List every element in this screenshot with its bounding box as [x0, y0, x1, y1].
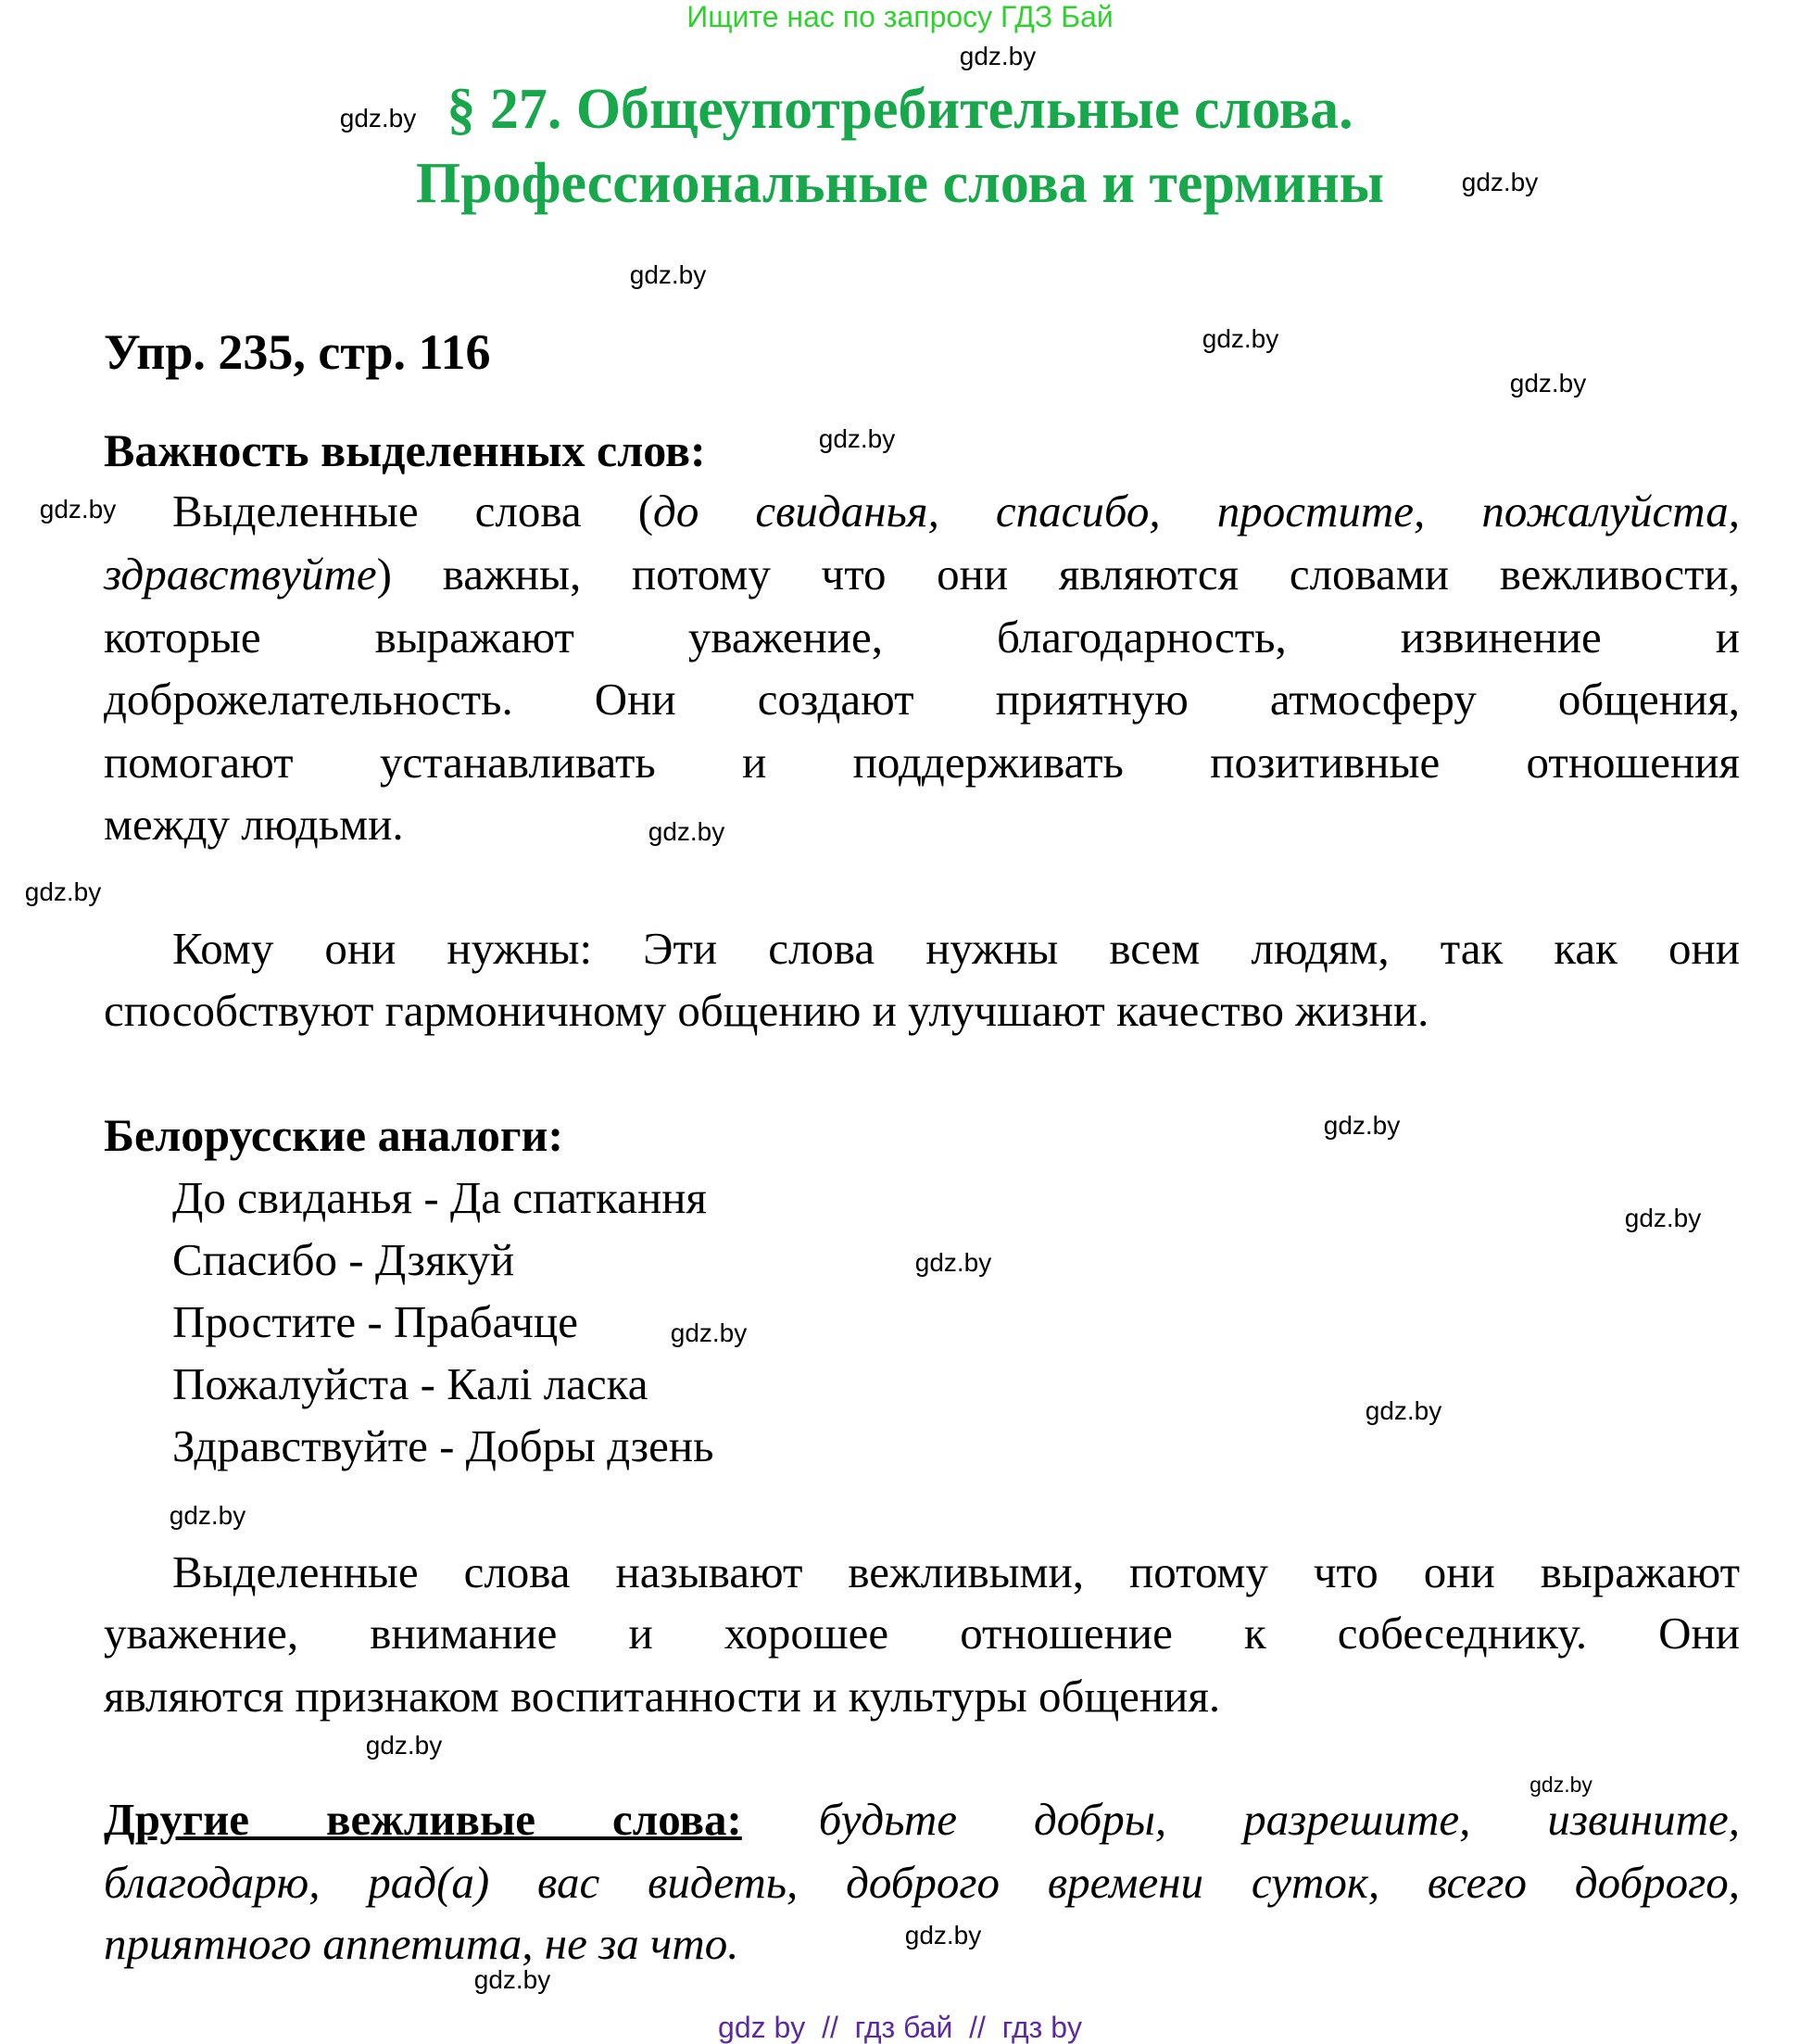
paragraph-line: способствуют гармоничному общению и улучшают качество жизни.	[104, 985, 1429, 1036]
section-title-line1: § 27. Общеупотребительные слова.	[447, 78, 1353, 141]
watermark: gdz.by	[904, 1921, 982, 1949]
paragraph-line: Кому они нужны: Эти слова нужны всем людям, так как они	[172, 923, 1740, 974]
footer-links: gdz by // гдз бай // гдз by	[718, 2011, 1082, 2044]
watermark: gdz.by	[1323, 1111, 1401, 1140]
list-item: Простите - Прабачце	[172, 1296, 578, 1347]
watermark: gdz.by	[365, 1731, 443, 1760]
watermark: gdz.by	[1365, 1396, 1442, 1425]
paragraph-line: между людьми.	[104, 799, 404, 850]
paragraph-line: уважение, внимание и хорошее отношение к собеседнику. Они	[104, 1608, 1740, 1659]
text: Выделенные слова (	[172, 486, 654, 536]
highlighted-words: здравствуйте	[104, 549, 377, 599]
watermark: gdz.by	[1529, 1773, 1592, 1797]
polite-words: благодарю, рад(а) вас видеть, доброго времени суток, всего доброго,	[104, 1857, 1740, 1908]
watermark: gdz.by	[169, 1501, 246, 1530]
paragraph-line	[104, 1851, 1740, 1914]
paragraph-line	[104, 1788, 1740, 1851]
watermark: gdz.by	[1202, 324, 1279, 353]
paragraph-line	[104, 543, 1740, 606]
list-item: Пожалуйста - Калі ласка	[172, 1358, 648, 1409]
watermark: gdz.by	[1461, 168, 1539, 196]
search-banner: Ищите нас по запросу ГДЗ Бай	[686, 0, 1114, 33]
list-item: До свиданья - Да спаткання	[172, 1172, 707, 1223]
watermark: gdz.by	[39, 495, 117, 524]
polite-words: приятного аппетита, не за что.	[104, 1918, 739, 1969]
watermark: gdz.by	[914, 1248, 992, 1277]
watermark: gdz.by	[818, 424, 896, 453]
paragraph-line: доброжелательность. Они создают приятную атмосферу общения,	[104, 674, 1740, 725]
highlighted-words: до свиданья, спасибо, простите, пожалуйста,	[653, 486, 1741, 536]
text: ) важны, потому что они являются словами вежливости,	[376, 549, 1740, 599]
paragraph-line: Выделенные слова называют вежливыми, потому что они выражают	[172, 1546, 1740, 1597]
importance-heading: Важность выделенных слов:	[104, 424, 706, 476]
watermark: gdz.by	[629, 260, 707, 289]
paragraph-line	[172, 480, 1740, 543]
watermark: gdz.by	[473, 1965, 551, 1994]
section-title-line2: Профессиональные слова и термины	[415, 152, 1385, 215]
list-item: Спасибо - Дзякуй	[172, 1234, 515, 1285]
watermark: gdz.by	[339, 104, 417, 132]
watermark: gdz.by	[24, 877, 102, 906]
paragraph-line: являются признаком воспитанности и культуры общения.	[104, 1671, 1221, 1722]
polite-words: будьте добры, разрешите, извините,	[818, 1794, 1740, 1845]
watermark: gdz.by	[1624, 1204, 1702, 1232]
watermark: gdz.by	[648, 817, 725, 846]
watermark: gdz.by	[670, 1319, 748, 1347]
belarusian-heading: Белорусские аналоги:	[104, 1109, 564, 1161]
watermark: gdz.by	[1509, 369, 1587, 397]
other-words-heading: Другие вежливые слова:	[104, 1794, 742, 1845]
paragraph-line: которые выражают уважение, благодарность, извинение и	[104, 612, 1740, 662]
exercise-heading: Упр. 235, стр. 116	[104, 324, 491, 380]
paragraph-line: помогают устанавливать и поддерживать позитивные отношения	[104, 737, 1740, 788]
list-item: Здравствуйте - Добры дзень	[172, 1420, 714, 1471]
watermark: gdz.by	[959, 42, 1037, 70]
